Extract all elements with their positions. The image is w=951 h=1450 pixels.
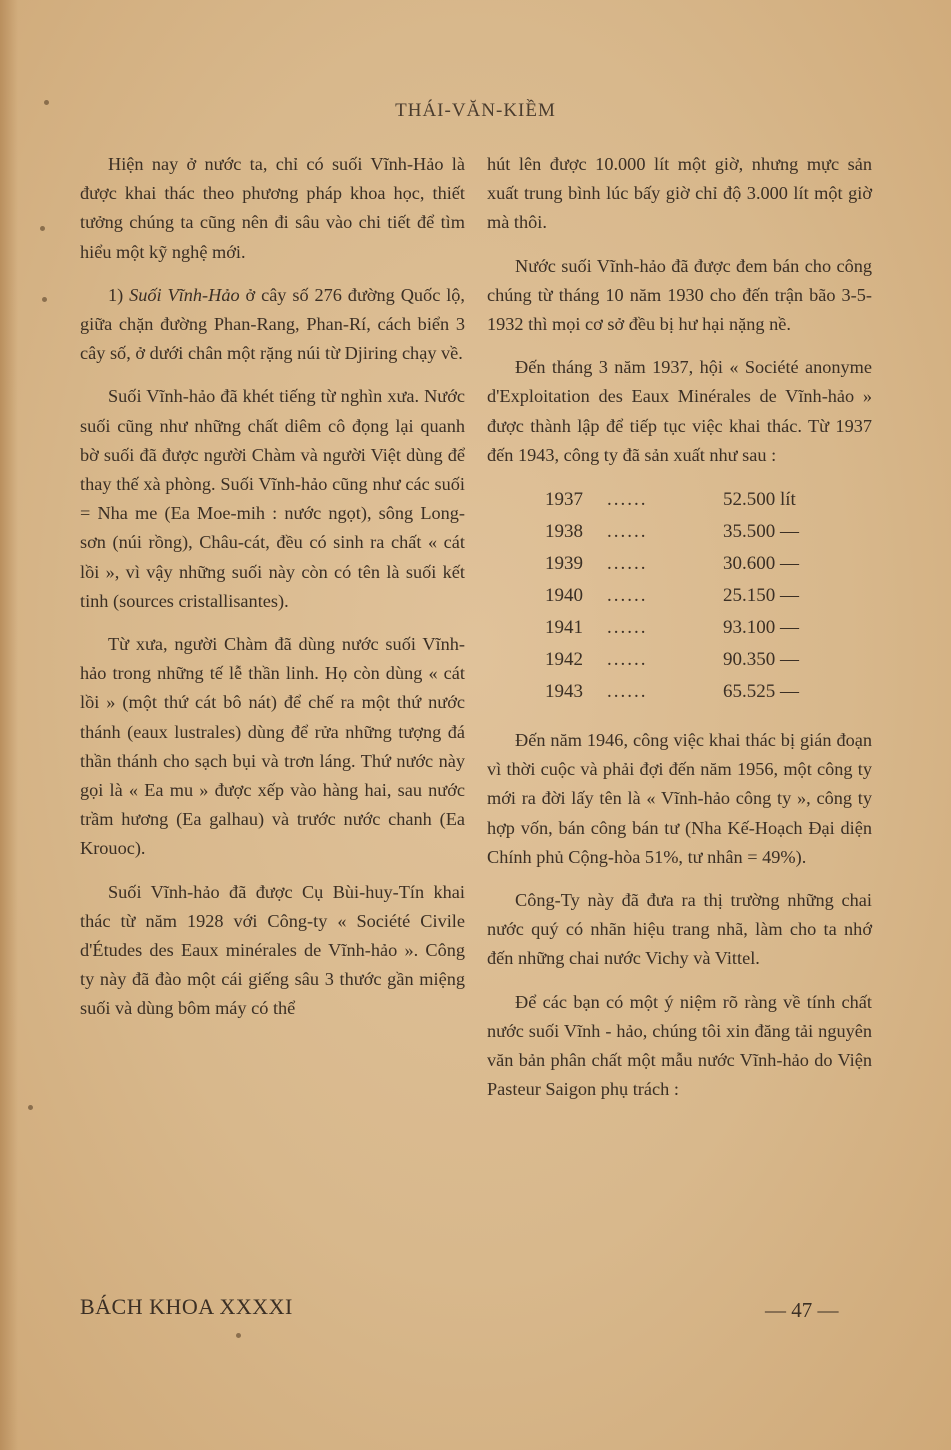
volume-cell: 52.500 lít [723, 489, 796, 511]
volume-cell: 30.600 — [723, 553, 799, 575]
leader-dots: ...... [607, 521, 648, 543]
year-cell: 1942 [545, 649, 583, 671]
leader-dots: ...... [607, 649, 648, 671]
year-cell: 1937 [545, 489, 583, 511]
left-column [80, 150, 465, 1024]
paragraph-intro: Hiện nay ở nước ta, chỉ có suối Vĩnh-Hảo là được khai thác theo phương pháp khoa học, thiết tưởng chúng ta cũng nên đi sâu vào chi tiết để tìm hiểu một kỹ nghệ mới. [80, 154, 465, 262]
year-cell: 1941 [545, 617, 583, 639]
paragraph-continuation: hút lên được 10.000 lít một giờ, nhưng mực sản xuất trung bình lúc bấy giờ chỉ độ 3.000 lít một giờ mà thôi. [487, 154, 872, 233]
right-column [487, 150, 872, 1104]
paragraph-cham-usage: Từ xưa, người Chàm đã dùng nước suối Vĩnh-hảo trong những tế lễ thần linh. Họ còn dùng « cát lồi » (một thứ cát bô nát) để chế ra một thứ nước thánh (eaux lustrales) dùng để rửa những tượng đá thần thánh cho sạch bụi và trơn láng. Thứ nước này gọi là « Ea mu » được xếp vào hàng hai, sau nước trầm hương (Ea galhau) và trước nước chanh (Ea Krouoc). [80, 634, 465, 859]
paragraph-exploitation-1928: Suối Vĩnh-hảo đã được Cụ Bùi-huy-Tín khai thác từ năm 1928 với Công-ty « Société Civile d'Études des Eaux minérales de Vĩnh-hảo ». Công ty này đã đào một cái giếng sâu 3 thước gần miệng suối và dùng bôm máy có thể [80, 881, 465, 1019]
leader-dots: ...... [607, 617, 648, 639]
paragraph-location-lead: 1) [108, 284, 130, 305]
table-row [545, 516, 799, 548]
paper-speck [44, 100, 49, 105]
paper-speck [236, 1333, 241, 1338]
volume-cell: 35.500 — [723, 521, 799, 543]
leader-dots: ...... [607, 489, 648, 511]
paragraph-analysis-intro: Để các bạn có một ý niệm rõ ràng về tính chất nước suối Vĩnh - hảo, chúng tôi xin đăng tải nguyên văn bản phân chất một mẫu nước Vĩnh-hảo do Viện Pasteur Saigon phụ trách : [487, 991, 872, 1100]
volume-cell: 25.150 — [723, 585, 799, 607]
spring-name-emphasis: Suối Vĩnh-Hảo [129, 284, 240, 305]
volume-cell: 65.525 — [723, 681, 799, 703]
table-row [545, 580, 799, 612]
year-cell: 1938 [545, 521, 583, 543]
leader-dots: ...... [607, 681, 648, 703]
paper-speck [42, 297, 47, 302]
paragraph-1946-1956: Đến năm 1946, công việc khai thác bị gián đoạn vì thời cuộc và phải đợi đến năm 1956, một công ty mới ra đời lấy tên là « Vĩnh-hảo công ty », công ty hợp vốn, bán công bán tư (Nha Kế-Hoạch Đại diện Chính phủ Cộng-hòa 51%, tư nhân = 49%). [487, 730, 872, 867]
paper-speck [40, 226, 45, 231]
paper-speck [28, 1105, 33, 1110]
paragraph-location-rest: ở cây số 276 đường [239, 284, 395, 305]
page-number: — 47 — [765, 1298, 839, 1322]
paragraph-bottles: Công-Ty này đã đưa ra thị trường những chai nước quý có nhãn hiệu trang nhã, làm cho ta nhớ đến những chai nước Vichy và Vittel. [487, 890, 872, 969]
paragraph-history: Suối Vĩnh-hảo đã khét tiếng từ nghìn xưa. Nước suối cũng như những chất diêm cô đọng lại quanh bờ suối đã được người Chàm và người Việt dùng để thay thế xà phòng. Suối Vĩnh-hảo cũng như các suối = Nha me (Ea Moe-mih : nước ngọt), sông Long-sơn (núi rồng), Châu-cát, đều có sinh ra chất « cát lồi », vì vậy những suối này còn có tên là suối kết tinh (sources cristallisantes). [80, 386, 465, 611]
table-row [545, 676, 799, 708]
table-row [545, 548, 799, 580]
paragraph-location [80, 281, 465, 369]
paragraph-location-body: Quốc lộ, giữa chặn đường Phan-Rang, Phan-Rí, cách biển 3 cây số, ở dưới chân một rặng núi từ Djiring chạy về. [80, 284, 465, 364]
table-row [545, 644, 799, 676]
year-cell: 1939 [545, 553, 583, 575]
running-header: THÁI-VĂN-KIỀM [395, 100, 556, 121]
paragraph-sales-1930: Nước suối Vĩnh-hảo đã được đem bán cho công chúng từ tháng 10 năm 1930 cho đến trận bão 3-5-1932 thì mọi cơ sở đều bị hư hại nặng nề. [487, 255, 872, 335]
year-cell: 1940 [545, 585, 583, 607]
table-row [545, 484, 799, 516]
year-cell: 1943 [545, 681, 583, 703]
paragraph-company-1937: Đến tháng 3 năm 1937, hội « Société anonyme d'Exploitation des Eaux Minérales de Vĩnh-hảo » được thành lập để tiếp tục việc khai thác. Từ 1937 đến 1943, công ty đã sản xuất như sau : [487, 357, 872, 465]
volume-cell: 93.100 — [723, 617, 799, 639]
leader-dots: ...... [607, 553, 648, 575]
table-row [545, 612, 799, 644]
volume-cell: 90.350 — [723, 649, 799, 671]
magazine-footer: BÁCH KHOA XXXXI [80, 1294, 293, 1319]
production-table [545, 484, 799, 708]
leader-dots: ...... [607, 585, 648, 607]
